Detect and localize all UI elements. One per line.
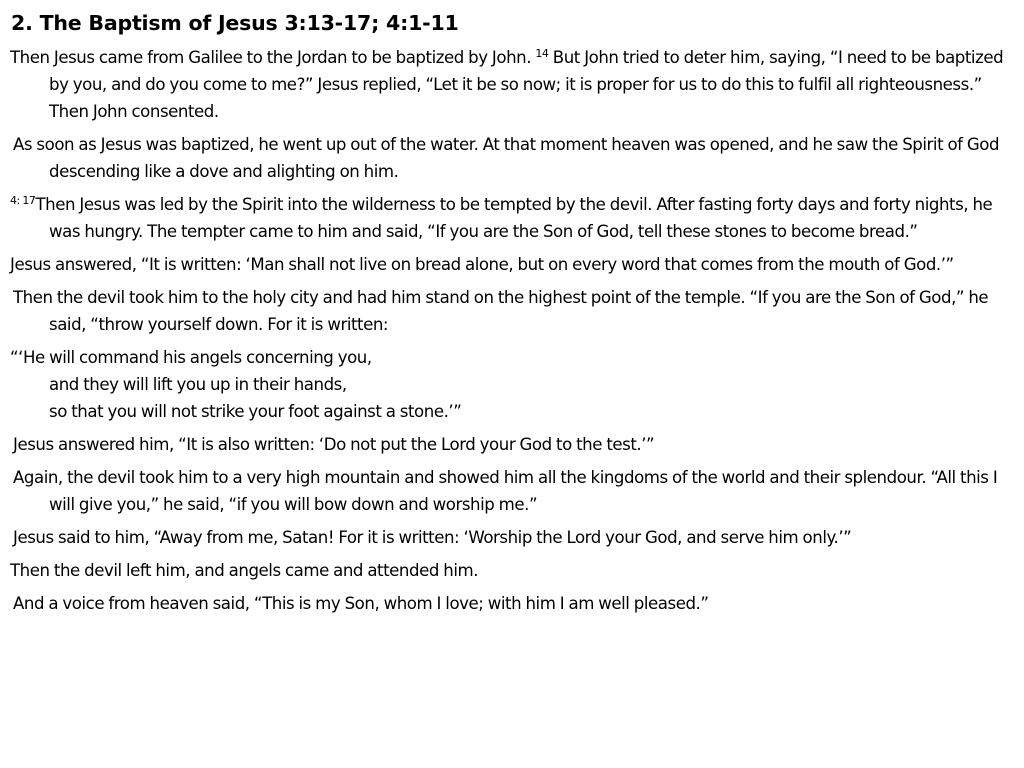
paragraph-test-answer: Jesus answered him, “It is also written: ‘Do not put the Lord your God to the test.’” bbox=[13, 435, 655, 454]
verse-number: 14 bbox=[535, 47, 549, 60]
slide-body bbox=[10, 44, 1014, 623]
paragraph-mountain: Again, the devil took him to a very high mountain and showed him all the kingdoms of the world and their splendour. “All this I will give you,” he said, “if you will bow down and worship me.” bbox=[13, 468, 998, 514]
paragraph-voice-from-heaven: And a voice from heaven said, “This is my Son, whom I love; with him I am well pleased.” bbox=[13, 594, 709, 613]
paragraph-away-satan: Jesus said to him, “Away from me, Satan! For it is written: ‘Worship the Lord your God, and serve him only.’” bbox=[13, 528, 852, 547]
paragraph-text: But John tried to deter him, saying, “I need to be baptized by you, and do you come to me?” Jesus replied, “Let it be so now; it is proper for us to do this to fulfil all righteousness.” Then John consented. bbox=[49, 48, 1004, 121]
poem-line: and they will lift you up in their hands, bbox=[49, 375, 347, 394]
quoted-psalm bbox=[10, 344, 1014, 425]
paragraph-heaven-opened: As soon as Jesus was baptized, he went up out of the water. At that moment heaven was opened, and he saw the Spirit of God descending like a dove and alighting on him. bbox=[13, 135, 1000, 181]
poem-line: “‘He will command his angels concerning you, bbox=[10, 348, 372, 367]
chapter-marker: 4: bbox=[10, 194, 23, 207]
paragraph-temple: Then the devil took him to the holy city and had him stand on the highest point of the temple. “If you are the Son of God,” he said, “throw yourself down. For it is written: bbox=[13, 288, 989, 334]
paragraph-text: Then Jesus was led by the Spirit into the wilderness to be tempted by the devil. After fasting forty days and forty nights, he was hungry. The tempter came to him and said, “If you are the Son of God, tell these stones to become bread.” bbox=[35, 195, 993, 241]
verse-number: 17 bbox=[22, 194, 36, 207]
slide-title: 2. The Baptism of Jesus 3:13-17; 4:1-11 bbox=[11, 11, 459, 35]
poem-line: so that you will not strike your foot against a stone.’” bbox=[49, 402, 462, 421]
paragraph-text: Then Jesus came from Galilee to the Jordan to be baptized by John. bbox=[10, 48, 536, 67]
paragraph-bread-answer: Jesus answered, “It is written: ‘Man shall not live on bread alone, but on every word that comes from the mouth of God.’” bbox=[10, 255, 954, 274]
paragraph-baptism-request bbox=[10, 44, 1014, 125]
paragraph-wilderness bbox=[10, 191, 1014, 245]
paragraph-devil-left: Then the devil left him, and angels came and attended him. bbox=[10, 561, 479, 580]
